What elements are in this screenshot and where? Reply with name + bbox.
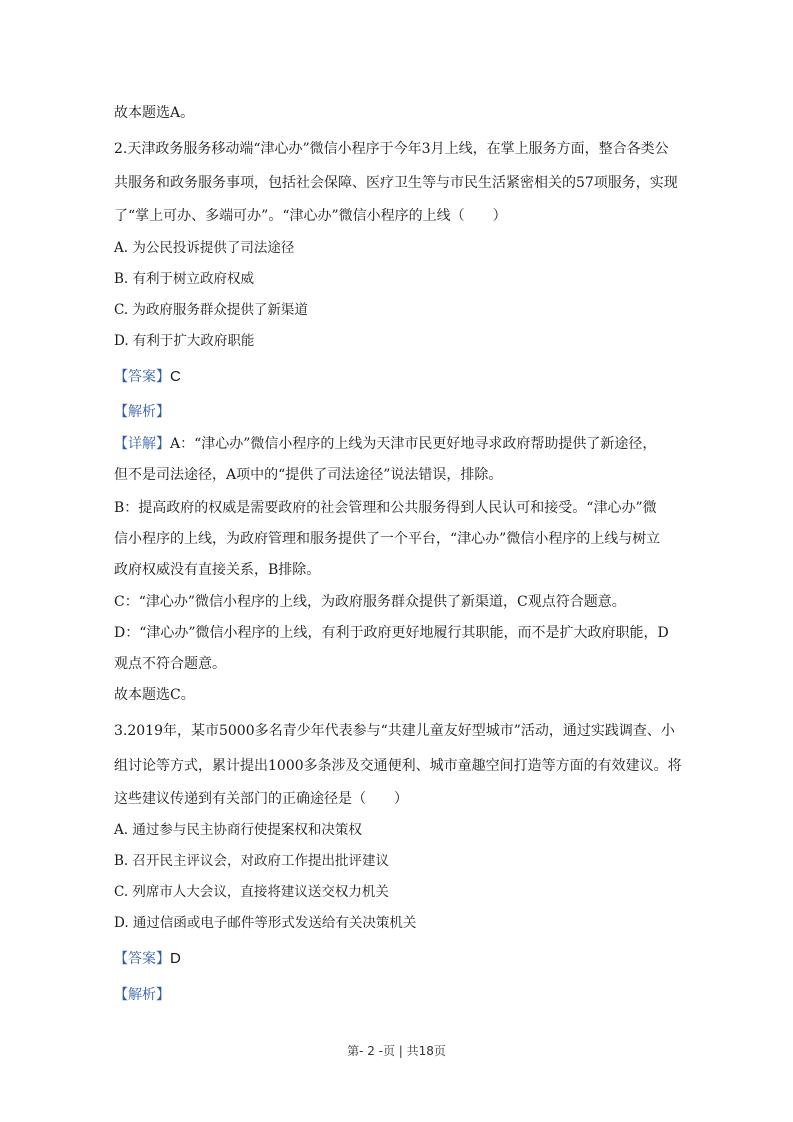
question-3-line-1: 3.2019年，某市5000多名青少年代表参与“共建儿童友好型城市”活动，通过实践调查、小 bbox=[114, 723, 675, 739]
question-2-line-3: 了“掌上可办、多端可办”。“津心办”微信小程序的上线（ ） bbox=[114, 208, 507, 224]
page-footer: 第- 2 -页 | 共18页 bbox=[347, 1044, 446, 1058]
q2-answer bbox=[114, 367, 181, 387]
q2-explanation-3: B：提高政府的权威是需要政府的社会管理和公共服务得到人民认可和接受。“津心办”微 bbox=[114, 500, 657, 516]
detail-label: 【详解】 bbox=[114, 436, 170, 452]
answer-label: 【答案】 bbox=[114, 369, 170, 385]
conclusion-q2: 故本题选C。 bbox=[114, 687, 195, 703]
q3-analysis-label: 【解析】 bbox=[114, 987, 170, 1003]
q2-explanation-6: C：“津心办”微信小程序的上线，为政府服务群众提供了新渠道，C观点符合题意。 bbox=[114, 594, 626, 610]
q3-answer bbox=[114, 949, 181, 969]
q2-explanation-8: 观点不符合题意。 bbox=[114, 656, 226, 672]
q2-explanation-1 bbox=[114, 434, 656, 454]
explanation-text: A：“津心办”微信小程序的上线为天津市民更好地寻求政府帮助提供了新途径， bbox=[170, 436, 657, 452]
q3-option-a: A. 通过参与民主协商行使提案权和决策权 bbox=[114, 822, 362, 838]
q2-analysis-label: 【解析】 bbox=[114, 404, 170, 420]
q2-option-a: A. 为公民投诉提供了司法途径 bbox=[114, 240, 295, 256]
q2-explanation-5: 政府权威没有直接关系，B排除。 bbox=[114, 562, 321, 578]
question-2-line-1: 2.天津政务服务移动端“津心办”微信小程序于今年3月上线，在掌上服务方面，整合各类公 bbox=[114, 141, 669, 157]
q2-explanation-4: 信小程序的上线，为政府管理和服务提供了一个平台，“津心办”微信小程序的上线与树立 bbox=[114, 531, 661, 547]
q3-option-c: C. 列席市人大会议，直接将建议送交权力机关 bbox=[114, 884, 389, 900]
conclusion-q1: 故本题选A。 bbox=[114, 105, 195, 121]
question-3-line-2: 组讨论等方式，累计提出1000多条涉及交通便利、城市童趣空间打造等方面的有效建议。将 bbox=[114, 758, 682, 774]
answer-label: 【答案】 bbox=[114, 951, 170, 967]
q2-explanation-2: 但不是司法途径，A项中的“提供了司法途径”说法错误，排除。 bbox=[114, 467, 503, 483]
q3-option-d: D. 通过信函或电子邮件等形式发送给有关决策机关 bbox=[114, 915, 417, 931]
q2-option-d: D. 有利于扩大政府职能 bbox=[114, 333, 255, 349]
question-3-line-3: 这些建议传递到有关部门的正确途径是（ ） bbox=[114, 791, 408, 807]
answer-value: D bbox=[170, 950, 181, 967]
question-2-line-2: 共服务和政务服务事项，包括社会保障、医疗卫生等与市民生活紧密相关的57项服务，实现 bbox=[114, 175, 678, 191]
q3-option-b: B. 召开民主评议会，对政府工作提出批评建议 bbox=[114, 853, 390, 869]
q2-explanation-7: D：“津心办”微信小程序的上线，有利于政府更好地履行其职能，而不是扩大政府职能，D bbox=[114, 625, 669, 641]
q2-option-c: C. 为政府服务群众提供了新渠道 bbox=[114, 302, 308, 318]
answer-value: C bbox=[170, 368, 181, 385]
q2-option-b: B. 有利于树立政府权威 bbox=[114, 271, 255, 287]
